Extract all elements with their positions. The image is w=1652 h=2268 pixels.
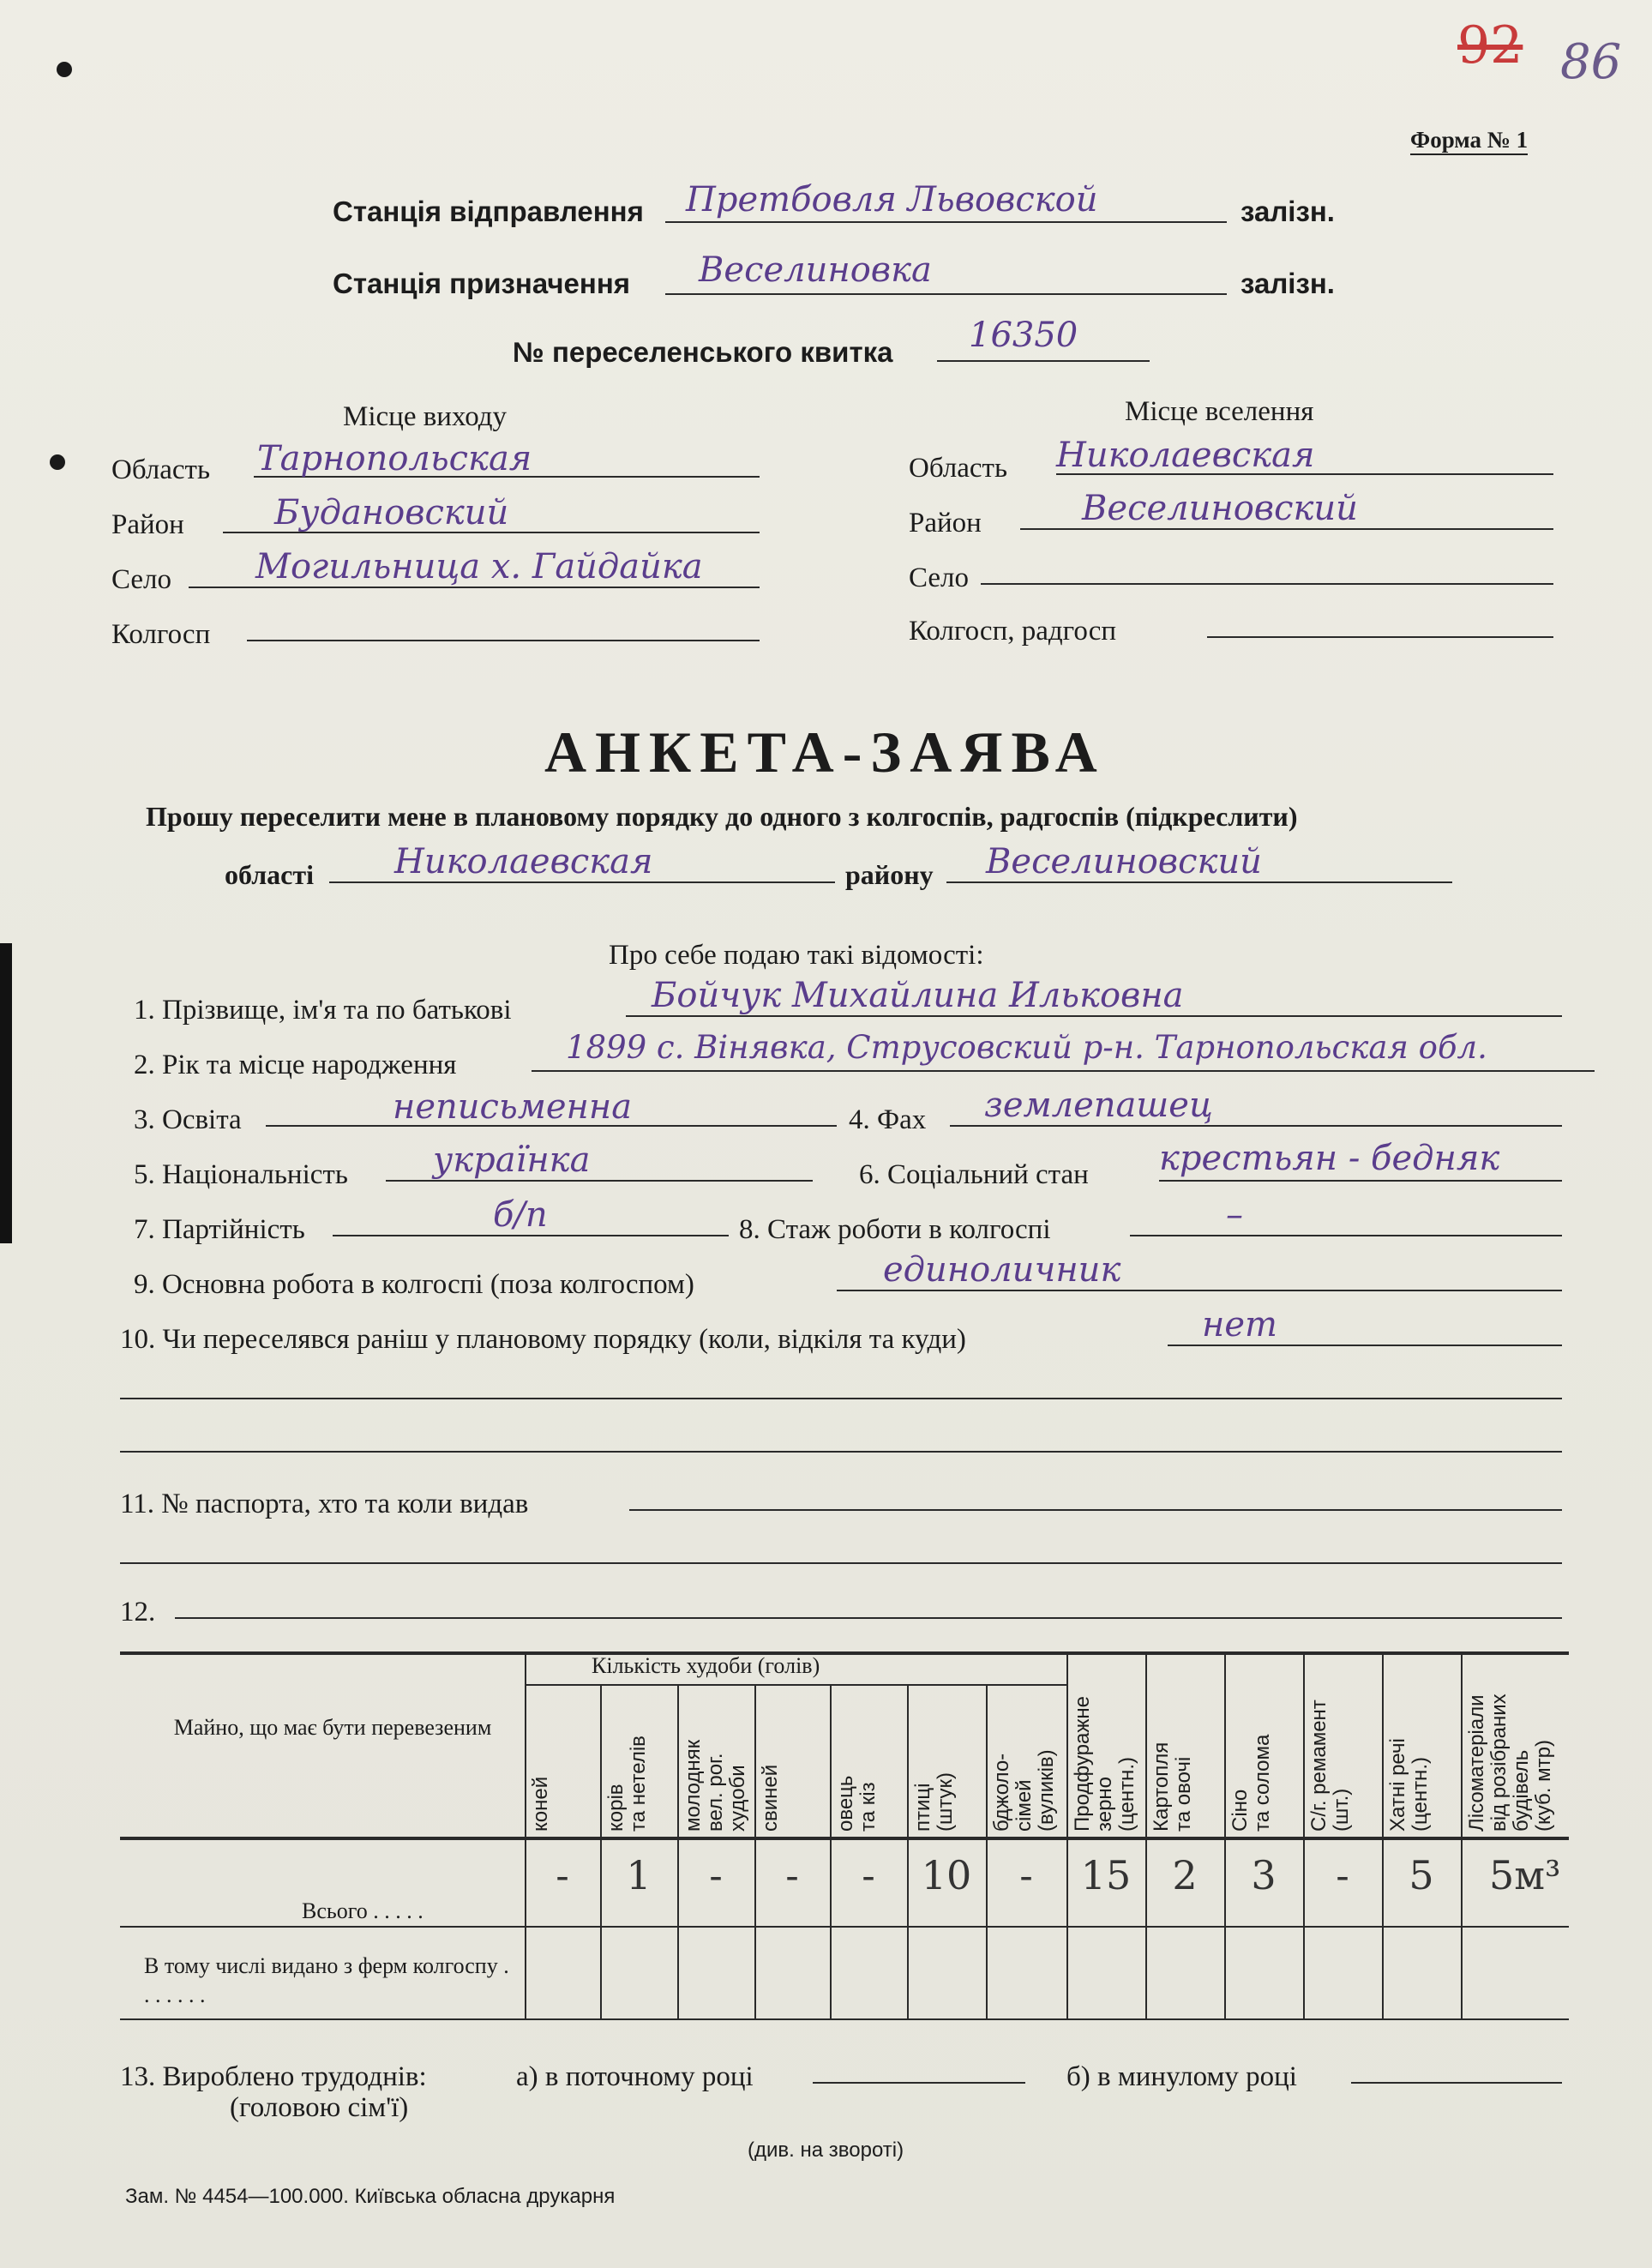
- table-total-cell: 3: [1251, 1852, 1277, 1898]
- table-column-header: птиці (штук): [911, 1772, 957, 1832]
- table-column-divider: [1224, 1651, 1226, 2018]
- archive-sheet-number: 86: [1560, 34, 1622, 90]
- labor-current-line: [813, 2082, 1025, 2084]
- table-column-divider: [830, 1684, 832, 2018]
- field-8-value: –: [1226, 1195, 1243, 1235]
- field-11-label: 11. № паспорта, хто та коли видав: [120, 1489, 529, 1519]
- origin-selo-line: [189, 587, 760, 588]
- table-column-divider: [600, 1684, 602, 2018]
- request-raion-label: району: [845, 859, 934, 890]
- field-10-label: 10. Чи переселявся раніш у плановому порядку (коли, відкіля та куди): [120, 1324, 966, 1355]
- binder-hole: [50, 454, 65, 470]
- destination-heading: Місце вселення: [1125, 396, 1314, 427]
- table-farms-label: В тому числі видано з ферм колгоспу . . . . . . .: [144, 1953, 509, 2007]
- field-7-label: 7. Партійність: [134, 1214, 305, 1245]
- table-column-header: коней: [529, 1776, 552, 1832]
- table-column-divider: [1461, 1651, 1463, 2018]
- destination-selo-line: [981, 583, 1553, 585]
- field-1-line: [626, 1015, 1562, 1017]
- field-4-label: 4. Фах: [849, 1104, 927, 1135]
- binder-hole: [57, 62, 72, 77]
- field-11-line: [629, 1509, 1562, 1511]
- railway-suffix: залізн.: [1241, 196, 1335, 227]
- table-column-header: Продфуражне зерно (центн.): [1071, 1696, 1138, 1832]
- field-10-line: [1168, 1345, 1562, 1346]
- field-2-line: [532, 1070, 1595, 1072]
- destination-station-line: [665, 293, 1227, 295]
- origin-oblast-label: Область: [111, 454, 211, 485]
- field-1-value: Бойчук Михайлина Ильковна: [652, 976, 1184, 1015]
- destination-kolhosp-label: Колгосп, радгосп: [909, 616, 1117, 647]
- destination-oblast-label: Область: [909, 453, 1008, 484]
- departure-station-line: [665, 221, 1227, 223]
- table-column-header: свиней: [759, 1764, 782, 1832]
- request-oblast-value: Николаевская: [394, 842, 653, 881]
- request-oblast-label: області: [225, 859, 314, 890]
- table-column-divider: [1382, 1651, 1384, 2018]
- table-column-divider: [525, 1651, 526, 2018]
- field-8-label: 8. Стаж роботи в колгоспі: [739, 1214, 1051, 1245]
- field-1-label: 1. Прізвище, ім'я та по батькові: [134, 995, 512, 1026]
- about-heading: Про себе подаю такі відомості:: [609, 940, 984, 971]
- destination-raion-line: [1020, 528, 1553, 530]
- table-left-header: Майно, що має бути перевезеним: [173, 1715, 492, 1740]
- field-7-line: [333, 1235, 729, 1236]
- labor-sub-label: (головою сім'ї): [230, 2092, 409, 2123]
- field-2-value: 1899 с. Вінявка, Струсовский р-н. Тарнопольская обл.: [566, 1029, 1487, 1066]
- table-total-cell: -: [862, 1852, 875, 1898]
- field-5-value: українка: [433, 1140, 591, 1180]
- destination-raion-value: Веселиновский: [1082, 489, 1358, 528]
- table-column-header: молодняк вел. рог. худоби: [682, 1739, 749, 1832]
- table-total-cell: 1: [626, 1852, 652, 1898]
- table-column-header: бджоло- сімей (вуликів): [990, 1749, 1058, 1832]
- labor-label: 13. Вироблено трудоднів:: [120, 2061, 427, 2092]
- request-text: Прошу переселити мене в плановому порядку до одного з колгоспів, радгоспів (підкреслити): [146, 801, 1298, 832]
- field-12-label: 12.: [120, 1597, 156, 1627]
- railway-suffix: залізн.: [1241, 268, 1335, 299]
- request-oblast-line: [329, 881, 835, 883]
- field-6-label: 6. Соціальний стан: [859, 1159, 1089, 1190]
- form-title: АНКЕТА-ЗАЯВА: [544, 719, 1106, 785]
- field-7-value: б/п: [493, 1195, 548, 1235]
- form-number-label: Форма № 1: [1410, 127, 1528, 155]
- table-total-cell: 5: [1409, 1852, 1434, 1898]
- labor-previous-label: б) в минулому році: [1066, 2061, 1297, 2092]
- field-10-extra-line: [120, 1398, 1562, 1399]
- torn-edge: [0, 943, 12, 1243]
- field-10-value: нет: [1202, 1305, 1277, 1345]
- table-total-cell: 2: [1172, 1852, 1198, 1898]
- table-column-divider: [677, 1684, 679, 2018]
- field-9-line: [837, 1290, 1562, 1291]
- table-column-header: Сіно та солома: [1228, 1734, 1274, 1832]
- table-column-header: Лісоматеріали від розібраних будівель (куб. мтр): [1465, 1693, 1555, 1832]
- table-column-header: овець та кіз: [834, 1775, 880, 1832]
- table-top-border: [120, 1651, 1569, 1655]
- field-4-line: [950, 1125, 1562, 1127]
- table-column-header: С/г. ремамент (шт.): [1307, 1699, 1353, 1832]
- field-4-value: землепашец: [984, 1086, 1213, 1125]
- field-3-value: неписьменна: [393, 1087, 633, 1127]
- destination-kolhosp-line: [1207, 636, 1553, 638]
- table-column-divider: [754, 1684, 756, 2018]
- origin-kolhosp-line: [247, 640, 760, 641]
- departure-station-value: Претбовля Львовской: [686, 180, 1098, 220]
- table-total-cell: -: [1019, 1852, 1033, 1898]
- origin-oblast-value: Тарнопольская: [257, 439, 532, 478]
- field-6-value: крестьян - бедняк: [1159, 1139, 1500, 1178]
- table-bottom-border: [120, 2018, 1569, 2020]
- field-6-line: [1159, 1180, 1562, 1182]
- table-total-cell: 5м³: [1489, 1852, 1561, 1898]
- ticket-value: 16350: [969, 316, 1078, 355]
- turn-over-note: (див. на звороті): [748, 2139, 904, 2162]
- origin-kolhosp-label: Колгосп: [111, 619, 211, 650]
- printer-imprint: Зам. № 4454—100.000. Київська обласна друкарня: [125, 2185, 616, 2208]
- destination-station-value: Веселиновка: [699, 250, 932, 290]
- field-5-line: [386, 1180, 813, 1182]
- old-sheet-number: 92: [1457, 15, 1523, 75]
- table-total-cell: -: [556, 1852, 569, 1898]
- origin-heading: Місце виходу: [343, 401, 508, 432]
- destination-raion-label: Район: [909, 508, 982, 538]
- table-group-header: Кількість худоби (голів): [592, 1653, 820, 1678]
- origin-raion-value: Будановский: [274, 493, 509, 532]
- destination-oblast-value: Николаевская: [1056, 436, 1315, 475]
- table-column-divider: [986, 1684, 988, 2018]
- field-11-extra-line: [120, 1562, 1562, 1564]
- field-8-line: [1130, 1235, 1562, 1236]
- labor-previous-line: [1351, 2082, 1562, 2084]
- request-raion-line: [946, 881, 1452, 883]
- origin-selo-label: Село: [111, 564, 172, 595]
- table-total-cell: -: [785, 1852, 799, 1898]
- table-column-divider: [1303, 1651, 1305, 2018]
- departure-station-label: Станція відправлення: [333, 196, 644, 227]
- table-column-divider: [1145, 1651, 1147, 2018]
- destination-selo-label: Село: [909, 562, 970, 593]
- table-total-cell: -: [1336, 1852, 1349, 1898]
- table-column-divider: [1066, 1651, 1068, 2018]
- field-12-line: [175, 1617, 1562, 1619]
- table-total-cell: 10: [921, 1852, 972, 1898]
- table-column-divider: [907, 1684, 909, 2018]
- field-5-label: 5. Національність: [134, 1159, 348, 1190]
- table-column-header: корів та нетелів: [604, 1736, 650, 1832]
- ticket-line: [937, 360, 1150, 362]
- labor-current-label: а) в поточному році: [516, 2061, 754, 2092]
- field-3-label: 3. Освіта: [134, 1104, 242, 1135]
- table-header-bottom: [120, 1837, 1569, 1840]
- field-9-label: 9. Основна робота в колгоспі (поза колгоспом): [134, 1269, 694, 1300]
- origin-raion-label: Район: [111, 509, 184, 540]
- field-2-label: 2. Рік та місце народження: [134, 1050, 457, 1080]
- field-10-extra-line: [120, 1451, 1562, 1453]
- ticket-label: № переселенського квитка: [513, 336, 893, 368]
- table-total-bottom: [120, 1926, 1569, 1928]
- request-raion-value: Веселиновский: [986, 842, 1262, 881]
- table-column-header: Картопля та овочі: [1150, 1742, 1195, 1832]
- table-total-cell: 15: [1080, 1852, 1132, 1898]
- table-total-cell: -: [709, 1852, 723, 1898]
- table-total-label: Всього . . . . .: [302, 1898, 424, 1923]
- field-9-value: единоличник: [883, 1250, 1121, 1290]
- table-column-header: Хатні речі (центн.): [1386, 1738, 1432, 1832]
- origin-selo-value: Могильница х. Гайдайка: [255, 547, 703, 587]
- destination-station-label: Станція призначення: [333, 268, 631, 299]
